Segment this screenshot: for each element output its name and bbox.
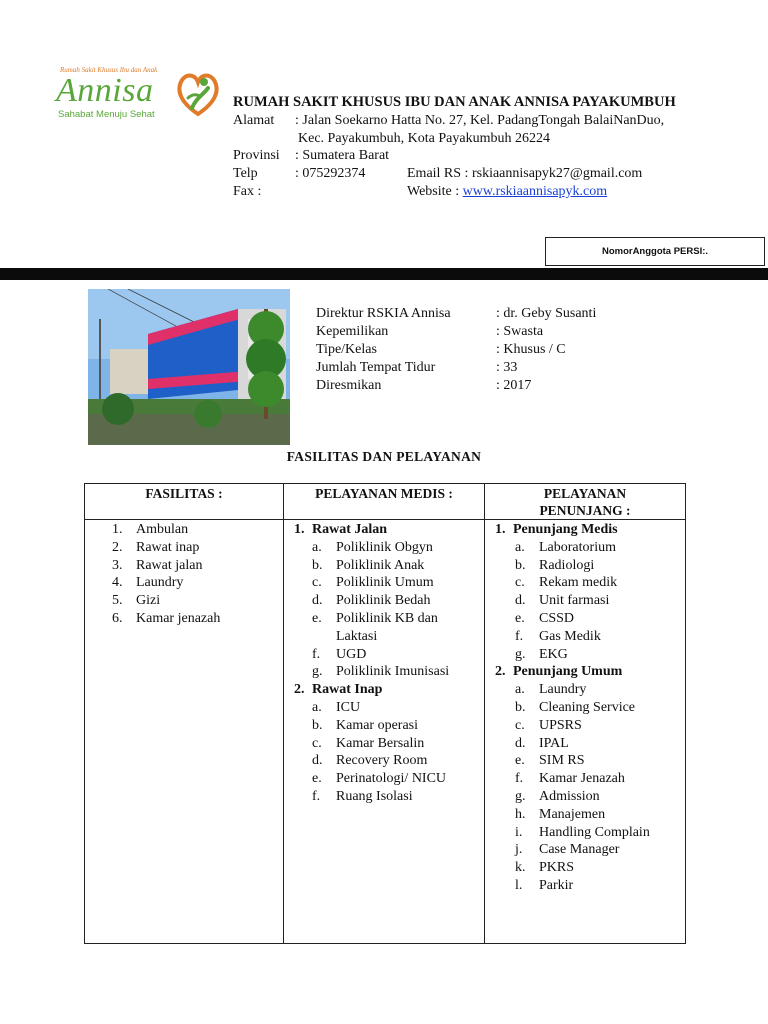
- provinsi-label: Provinsi: [233, 148, 280, 163]
- list-item: [485, 841, 685, 859]
- list-item: [284, 610, 484, 628]
- list-item: [485, 574, 685, 592]
- list-item: [485, 735, 685, 753]
- list-text: Kamar operasi: [336, 717, 419, 733]
- website-row: [407, 184, 607, 200]
- list-marker: a.: [515, 682, 525, 698]
- list-item: [85, 610, 283, 628]
- list-marker: f.: [312, 788, 321, 804]
- list-marker: d.: [312, 753, 323, 769]
- list-text: Gizi: [136, 593, 161, 609]
- list-marker: d.: [312, 593, 323, 609]
- list-marker: 5.: [112, 593, 123, 609]
- list-item: [284, 628, 484, 646]
- list-item: [485, 824, 685, 842]
- info-label: Direktur RSKIA Annisa: [316, 306, 451, 321]
- list-marker: e.: [515, 610, 525, 626]
- col-fasilitas: [85, 520, 284, 944]
- list-item: [284, 735, 484, 753]
- hospital-building-photo: [88, 289, 290, 445]
- list-marker: f.: [515, 771, 524, 787]
- list-item: [85, 539, 283, 557]
- list-marker: e.: [312, 610, 322, 626]
- table-row: [85, 520, 686, 944]
- list-text: Cleaning Service: [539, 699, 636, 715]
- list-item: [485, 717, 685, 735]
- col-medis: [284, 520, 485, 944]
- list-item: [485, 699, 685, 717]
- list-text: Recovery Room: [336, 753, 428, 769]
- list-marker: b.: [312, 717, 323, 733]
- list-item: [284, 788, 484, 806]
- fax-label: Fax :: [233, 184, 262, 199]
- list-marker: g.: [515, 788, 526, 804]
- list-item: [485, 877, 685, 895]
- info-label: Jumlah Tempat Tidur: [316, 360, 436, 375]
- list-group-title: [284, 521, 484, 539]
- list-marker: 3.: [112, 557, 123, 573]
- list-marker: 2.: [112, 539, 123, 555]
- list-item: [284, 717, 484, 735]
- info-value: : 2017: [496, 378, 532, 393]
- col-penunjang: [485, 520, 686, 944]
- list-text: Rawat Jalan: [312, 522, 388, 537]
- list-marker: d.: [515, 735, 526, 751]
- list-text: Poliklinik KB dan: [336, 610, 438, 626]
- list-text: ICU: [336, 699, 361, 715]
- list-item: [85, 521, 283, 539]
- info-value: : 33: [496, 360, 518, 375]
- hospital-logo: [56, 66, 224, 126]
- list-marker: b.: [312, 557, 323, 573]
- list-text: Unit farmasi: [539, 593, 610, 609]
- provinsi-value: : Sumatera Barat: [295, 148, 390, 163]
- list-text: Rawat Inap: [312, 682, 383, 698]
- list-marker: d.: [515, 593, 526, 609]
- list-text: Parkir: [539, 877, 574, 893]
- list-marker: b.: [515, 699, 526, 715]
- list-marker: g.: [515, 646, 526, 662]
- list-marker: 4.: [112, 575, 123, 591]
- alamat-line-1: : Jalan Soekarno Hatta No. 27, Kel. PadangTongah BalaiNanDuo,: [295, 113, 665, 128]
- list-marker: 1.: [495, 522, 506, 537]
- list-marker: 2.: [495, 664, 506, 680]
- logo-tagline: Sahabat Menuju Sehat: [58, 109, 155, 120]
- list-marker: c.: [515, 717, 525, 733]
- logo-name: Annisa: [56, 72, 154, 109]
- list-item: [485, 557, 685, 575]
- list-item: [485, 681, 685, 699]
- list-text: UPSRS: [539, 717, 582, 733]
- list-marker: c.: [515, 575, 525, 591]
- list-text: Laundry: [539, 682, 587, 698]
- list-marker: g.: [312, 664, 323, 680]
- list-item: [284, 646, 484, 664]
- list-item: [485, 752, 685, 770]
- info-value: : dr. Geby Susanti: [496, 306, 597, 321]
- list-text: Penunjang Medis: [513, 522, 618, 537]
- list-item: [284, 752, 484, 770]
- list-text: Laboratorium: [539, 539, 616, 555]
- list-item: [485, 770, 685, 788]
- list-text: Gas Medik: [539, 628, 601, 644]
- list-text: Admission: [539, 788, 600, 804]
- list-marker: 2.: [294, 682, 305, 698]
- list-marker: l.: [515, 877, 523, 893]
- info-label: Diresmikan: [316, 378, 382, 393]
- list-item: [485, 788, 685, 806]
- list-text: Rekam medik: [539, 575, 618, 591]
- info-label: Tipe/Kelas: [316, 342, 377, 357]
- list-text: Poliklinik Anak: [336, 557, 425, 573]
- header-pelayanan-medis: PELAYANAN MEDIS :: [284, 484, 485, 520]
- list-item: [485, 628, 685, 646]
- telp-label: Telp: [233, 166, 258, 181]
- table-header-row: [85, 484, 686, 520]
- list-marker: b.: [515, 557, 526, 573]
- list-text: Manajemen: [539, 806, 606, 822]
- header-fasilitas: FASILITAS :: [85, 484, 284, 520]
- list-text: Laktasi: [336, 628, 378, 644]
- list-marker: e.: [515, 753, 525, 769]
- list-marker: 1.: [294, 522, 305, 537]
- list-marker: j.: [515, 842, 523, 858]
- list-item: [284, 663, 484, 681]
- website-link[interactable]: www.rskiaannisapyk.com: [462, 184, 608, 199]
- list-marker: 6.: [112, 610, 123, 626]
- list-item: [284, 770, 484, 788]
- list-text: IPAL: [539, 735, 569, 751]
- list-text: Handling Complain: [539, 824, 650, 840]
- list-text: Poliklinik Bedah: [336, 593, 431, 609]
- list-text: SIM RS: [539, 753, 585, 769]
- info-label: Kepemilikan: [316, 324, 389, 339]
- list-marker: a.: [312, 699, 322, 715]
- list-item: [485, 539, 685, 557]
- list-marker: a.: [312, 539, 322, 555]
- hospital-title: RUMAH SAKIT KHUSUS IBU DAN ANAK ANNISA PAYAKUMBUH: [233, 94, 676, 110]
- list-marker: e.: [312, 771, 322, 787]
- list-item: [85, 574, 283, 592]
- list-text: Ruang Isolasi: [336, 788, 413, 804]
- list-item: [284, 557, 484, 575]
- list-marker: f.: [515, 628, 524, 644]
- list-item: [485, 646, 685, 664]
- list-marker: h.: [515, 806, 526, 822]
- header-divider: [0, 268, 768, 280]
- list-text: UGD: [336, 646, 367, 662]
- list-marker: i.: [515, 824, 523, 840]
- list-text: EKG: [539, 646, 568, 662]
- list-text: Poliklinik Obgyn: [336, 539, 433, 555]
- list-text: Kamar Jenazah: [539, 771, 625, 787]
- list-marker: k.: [515, 860, 526, 876]
- website-label: Website :: [407, 184, 463, 199]
- list-text: CSSD: [539, 610, 575, 626]
- info-value: : Khusus / C: [496, 342, 566, 357]
- list-text: Kamar Bersalin: [336, 735, 425, 751]
- list-text: PKRS: [539, 860, 575, 876]
- list-item: [485, 806, 685, 824]
- list-marker: c.: [312, 735, 322, 751]
- section-title: FASILITAS DAN PELAYANAN: [286, 449, 482, 464]
- logo-small-text: Rumah Sakit Khusus Ibu dan Anak: [60, 66, 158, 74]
- list-text: Kamar jenazah: [136, 610, 221, 626]
- telp-value: : 075292374: [295, 166, 366, 181]
- list-text: Laundry: [136, 575, 184, 591]
- facilities-table: [84, 483, 686, 944]
- list-text: Penunjang Umum: [513, 664, 623, 680]
- list-text: Poliklinik Umum: [336, 575, 434, 591]
- list-item: [485, 610, 685, 628]
- header-pelayanan-penunjang: PELAYANAN PENUNJANG :: [485, 484, 686, 520]
- list-item: [85, 557, 283, 575]
- list-text: Rawat inap: [136, 539, 200, 555]
- list-item: [284, 574, 484, 592]
- list-marker: 1.: [112, 522, 123, 537]
- list-item: [485, 592, 685, 610]
- alamat-label: Alamat: [233, 113, 275, 128]
- list-item: [485, 859, 685, 877]
- list-text: Rawat jalan: [136, 557, 203, 573]
- list-group-title: [284, 681, 484, 699]
- list-text: Case Manager: [539, 842, 620, 858]
- persi-member-box: NomorAnggota PERSI:.: [545, 237, 765, 266]
- email-value: rskiaannisapyk27@gmail.com: [471, 166, 643, 181]
- list-item: [85, 592, 283, 610]
- list-text: Perinatologi/ NICU: [336, 771, 447, 787]
- list-item: [284, 539, 484, 557]
- list-marker: f.: [312, 646, 321, 662]
- alamat-line-2: Kec. Payakumbuh, Kota Payakumbuh 26224: [298, 131, 550, 146]
- email-label: Email RS :: [407, 166, 472, 181]
- list-group-title: [485, 521, 685, 539]
- list-group-title: [485, 663, 685, 681]
- list-text: Poliklinik Imunisasi: [336, 664, 450, 680]
- list-marker: c.: [312, 575, 322, 591]
- info-value: : Swasta: [496, 324, 544, 339]
- list-item: [284, 592, 484, 610]
- heart-figure-icon: [174, 68, 222, 120]
- list-text: Radiologi: [539, 557, 595, 573]
- email-row: [407, 166, 642, 182]
- list-item: [284, 699, 484, 717]
- list-marker: a.: [515, 539, 525, 555]
- list-text: Ambulan: [136, 522, 189, 537]
